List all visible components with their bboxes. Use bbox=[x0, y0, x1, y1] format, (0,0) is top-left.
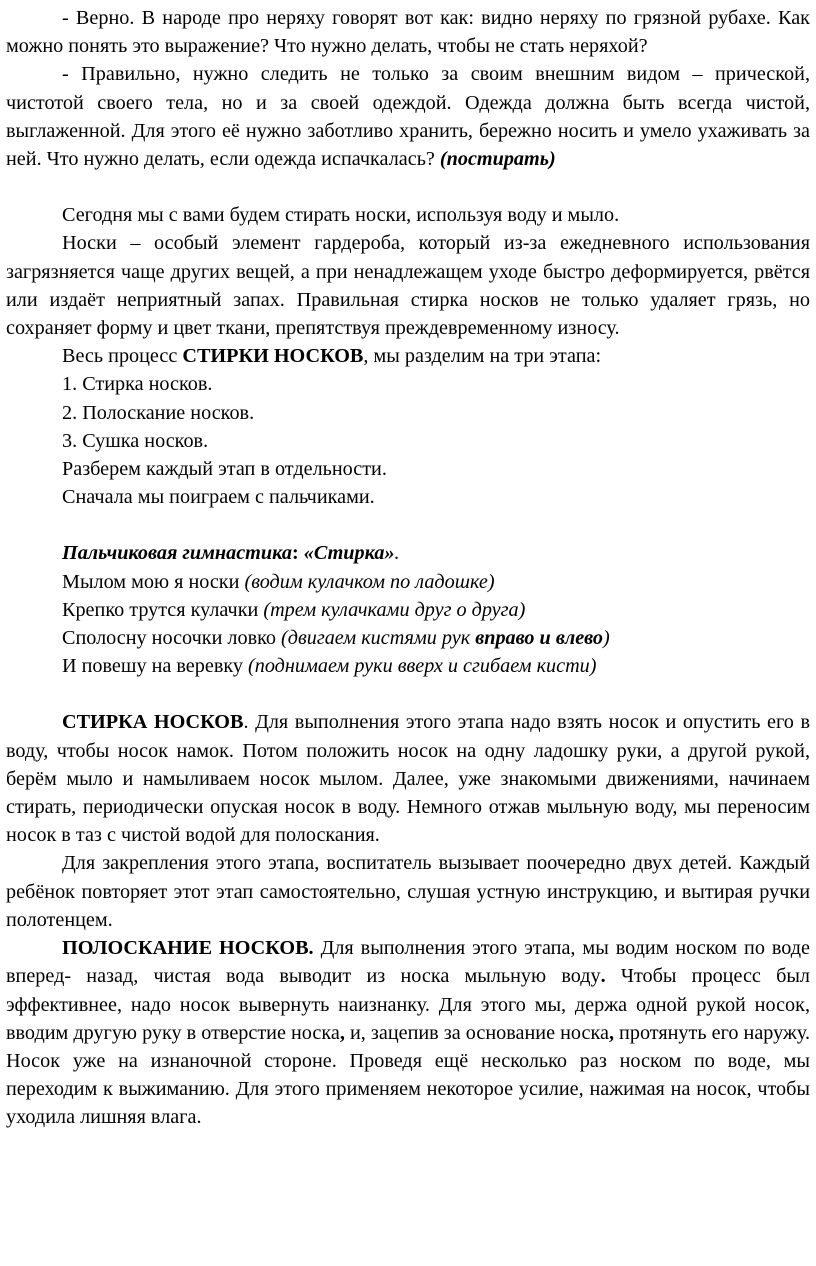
washing-text: . Для выполнения этого этапа надо взять носок и опустить его в воду, чтобы носок намок. Потом положить носок на одну ладошку руки, а другой рукой, берём мыло и намыливаем носок мылом. Далее, уже знакомыми движениями, начинаем стирать, периодически опуская носок в воду. Немного отжав мыльную воду, мы переносим носок в таз с чистой водой для полоскания. bbox=[6, 711, 811, 847]
gymnastics-dot: . bbox=[394, 542, 400, 565]
paragraph-fingers: Сначала мы поиграем с пальчиками. bbox=[62, 486, 375, 509]
paragraph-rinsing bbox=[6, 934, 810, 1131]
gymnastics-title bbox=[6, 539, 810, 567]
gymnastics-line-note: (водим кулачком по ладошке) bbox=[244, 570, 495, 593]
gymnastics-line-note-end: ) bbox=[603, 627, 610, 650]
gymnastics-colon: : bbox=[291, 542, 304, 565]
paragraph-intro: - Верно. В народе про неряху говорят вот как: видно неряху по грязной рубахе. Как можно понять это выражение? Что нужно делать, чтобы не стать неряхой? bbox=[6, 7, 810, 58]
spacer bbox=[6, 173, 810, 201]
paragraph-process bbox=[6, 342, 810, 370]
gymnastics-label: Пальчиковая гимнастика bbox=[62, 542, 292, 565]
gymnastics-line-note-bold: вправо и влево bbox=[475, 627, 604, 650]
gymnastics-line bbox=[6, 652, 810, 680]
paragraph-today: Сегодня мы с вами будем стирать носки, используя воду и мыло. bbox=[62, 204, 620, 227]
paragraph-clothing-text: - Правильно, нужно следить не только за своим внешним видом – прической, чистотой своего тела, но и за своей одеждой. Одежда должна быть всегда чистой, выглаженной. Для этого её нужно заботливо хранить, бережно носить и умело ухаживать за ней. Что нужно делать, если одежда испачкалась? bbox=[6, 63, 810, 171]
paragraph-reinforce: Для закрепления этого этапа, воспитатель вызывает поочередно двух детей. Каждый ребёнок повторяет этот этап самостоятельно, слушая устную инструкцию, и вытирая ручки полотенцем. bbox=[6, 852, 810, 931]
rinsing-text: Для выполнения этого этапа, мы водим носком по воде вперед- назад, чистая вода выводит из носка мыльную воду bbox=[6, 937, 811, 988]
gymnastics-name: «Стирка» bbox=[303, 542, 395, 565]
answer-hint: (постирать) bbox=[439, 148, 556, 171]
rinsing-bold-comma: , bbox=[339, 1021, 345, 1044]
process-text-end: , мы разделим на три этапа: bbox=[363, 345, 602, 368]
gymnastics-line-text: И повешу на веревку bbox=[62, 655, 249, 678]
gymnastics-line bbox=[6, 624, 810, 652]
step-item: 1. Стирка носков. bbox=[62, 373, 213, 396]
rinsing-text: и, зацепив за основание носка bbox=[344, 1021, 609, 1044]
spacer bbox=[6, 680, 810, 708]
step-item: 3. Сушка носков. bbox=[62, 429, 209, 452]
process-text: Весь процесс bbox=[62, 345, 183, 368]
gymnastics-line-note: (двигаем кистями рук bbox=[281, 627, 476, 650]
paragraph-socks: Носки – особый элемент гардероба, который из-за ежедневного использования загрязняется чаще других вещей, а при ненадлежащем уходе быстро деформируется, рвётся или издаёт неприятный запах. Правильная стирка носков не только удаляет грязь, но сохраняет форму и цвет ткани, препятствуя преждевременному износу. bbox=[6, 232, 810, 340]
rinsing-bold-comma: , bbox=[608, 1021, 614, 1044]
rinsing-text: протянуть его наружу. Носок уже на изнаночной стороне. Проведя ещё несколько раз носком по воде, мы переходим к выжиманию. Для этого применяем некоторое усилие, нажимая на носок, чтобы уходила лишняя влага. bbox=[6, 1021, 810, 1129]
step-item: 2. Полоскание носков. bbox=[62, 401, 255, 424]
rinsing-bold-dot: . bbox=[600, 965, 606, 988]
paragraph-each-step: Разберем каждый этап в отдельности. bbox=[62, 458, 387, 481]
paragraph-washing bbox=[6, 708, 810, 849]
gymnastics-line-note: (поднимаем руки вверх и сгибаем кисти) bbox=[248, 655, 597, 678]
rinsing-text: Чтобы процесс был эффективнее, надо носок вывернуть наизнанку. Для этого мы, держа одной рукой носок, вводим другую руку в отверстие носка bbox=[6, 965, 810, 1044]
paragraph-clothing bbox=[6, 60, 810, 173]
gymnastics-line-note: (трем кулачками друг о друга) bbox=[263, 598, 526, 621]
gymnastics-line bbox=[6, 596, 810, 624]
rinsing-heading: ПОЛОСКАНИЕ НОСКОВ. bbox=[62, 937, 314, 960]
washing-heading: СТИРКА НОСКОВ bbox=[62, 711, 244, 734]
gymnastics-line bbox=[6, 568, 810, 596]
gymnastics-line-text: Крепко трутся кулачки bbox=[62, 598, 264, 621]
process-bold: СТИРКИ НОСКОВ bbox=[182, 345, 364, 368]
gymnastics-line-text: Сполосну носочки ловко bbox=[62, 627, 282, 650]
spacer bbox=[6, 511, 810, 539]
gymnastics-line-text: Мылом мою я носки bbox=[62, 570, 245, 593]
